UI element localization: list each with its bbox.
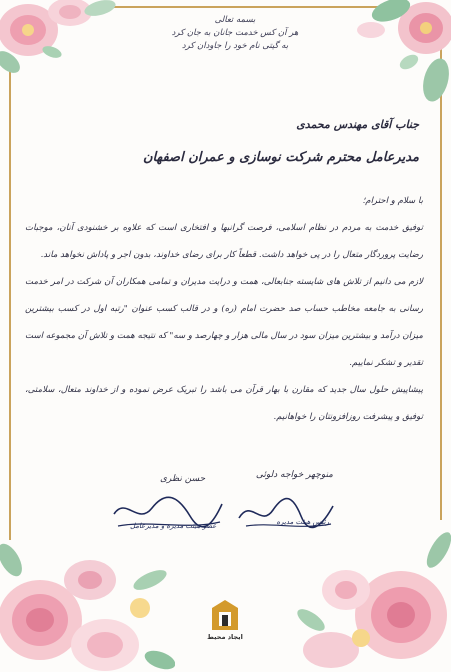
recipient-company: مدیرعامل محترم شرکت نوسازی و عمران اصفهان [142, 150, 419, 165]
signature-right [231, 488, 341, 538]
paragraph-3: پیشاپیش حلول سال جدید که مقارن با بهار قرآن می باشد را تبریک عرض نموده و از خداوند متعال، سلامتی، توفیق و پیشرفت روزافزونتان را خواهانیم. [25, 385, 423, 422]
paragraph-1: توفیق خدمت به مردم در نظام اسلامی، فرصت گرانبها و افتخاری است که علاوه بر خشنودی آنان، موجبات رضایت پروردگار متعال را در پی خواهد داشت. قطعاً کار برای رضای خداوند، بدون اجر و پاداش نخواهد ماند. [25, 223, 423, 260]
invocation-line-1: بسمه تعالی [214, 15, 256, 25]
invocation-block [150, 14, 320, 53]
signatory-role-right: رئیس هیئت مدیره [276, 518, 329, 526]
signatory-name-left: حسن نظری [160, 474, 206, 484]
frame-left-line [9, 70, 11, 540]
signature-left [108, 492, 228, 538]
paragraph-2: لازم می دانیم از تلاش های شایسته جنابعالی، همت و درایت مدیران و تمامی همکاران آن شرکت در امر خدمت رسانی به جامعه مخاطب حساب صد حضرت امام (ره) و در قالب کسب عنوان "رتبه اول در کسب بیشترین میزان درآمد و بیشترین میزان سود در سال مالی هزار و چهارصد و سه" که نتیجه همت و تلاش آن مجموعه است تقدیر و تشکر نماییم. [25, 277, 423, 368]
signatory-role-left: عضو هیئت مدیره و مدیرعامل [130, 522, 217, 530]
logo-emblem-icon [210, 598, 240, 632]
letter-body [25, 188, 423, 431]
frame-right-line [440, 40, 442, 520]
logo-text: ایجاد محیط [207, 633, 243, 641]
company-logo [205, 598, 245, 648]
floral-bottom-left-decoration [0, 520, 175, 672]
greeting: با سلام و احترام؛ [362, 196, 423, 206]
recipient-title: جناب آقای مهندس محمدی [296, 118, 419, 131]
signatory-name-right: منوچهر خواجه دلوئی [255, 470, 333, 480]
invocation-line-2: هر آن کس خدمت جانان به جان کرد [171, 28, 299, 38]
frame-top-line [60, 6, 390, 8]
invocation-line-3: به گیتی نام خود را جاودان کرد [181, 41, 289, 51]
floral-top-right-decoration [331, 0, 451, 110]
floral-bottom-right-decoration [291, 520, 451, 672]
floral-top-left-decoration [0, 0, 125, 80]
